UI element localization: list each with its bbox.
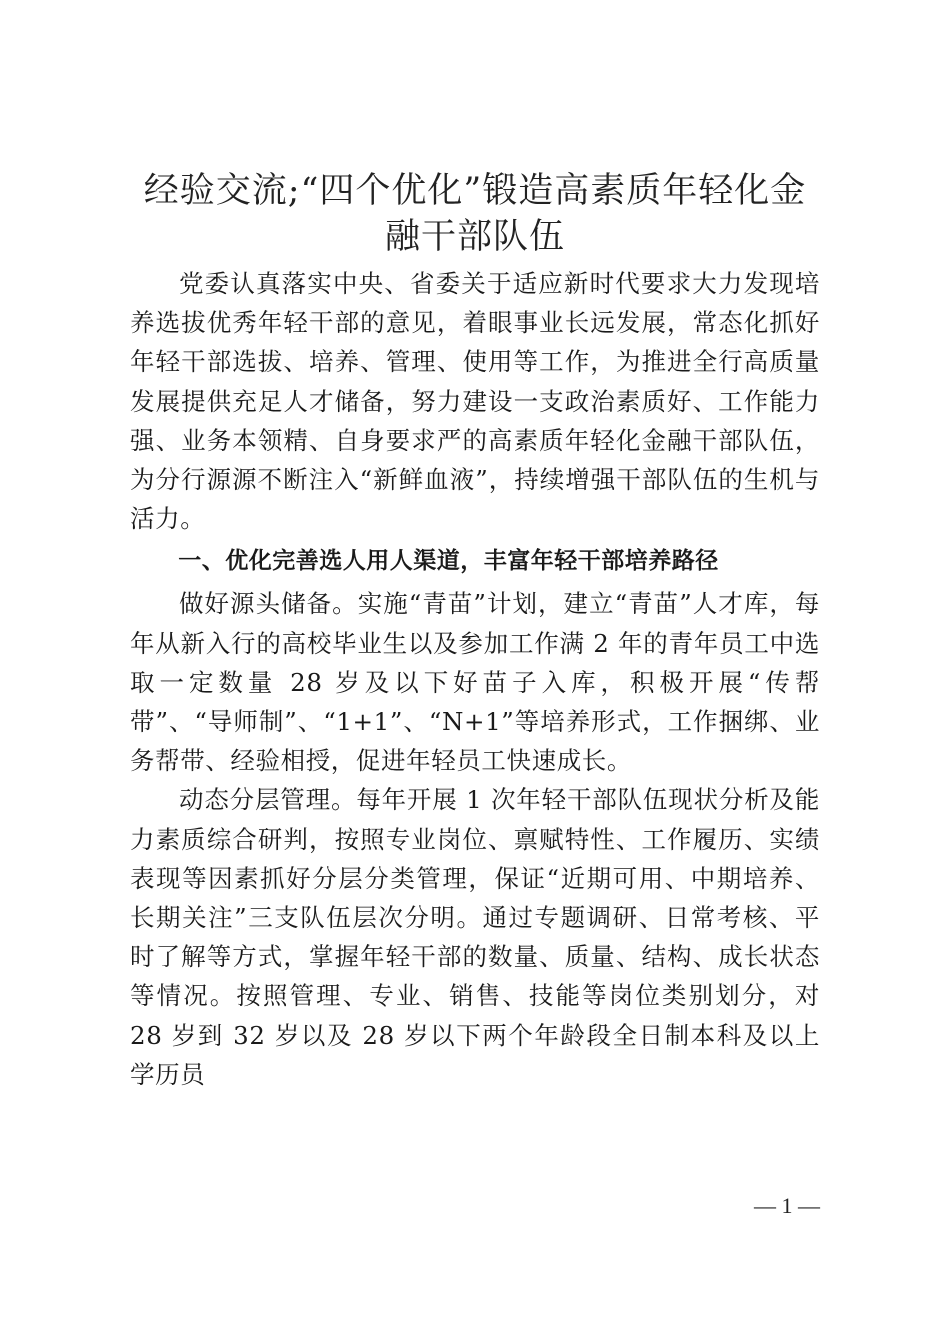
page-number: — 1 — — [754, 1193, 820, 1218]
intro-paragraph: 党委认真落实中央、省委关于适应新时代要求大力发现培养选拔优秀年轻干部的意见，着眼事业长远发展，常态化抓好年轻干部选拔、培养、管理、使用等工作，为推进全行高质量发展提供充足人才储备，努力建设一支政治素质好、工作能力强、业务本领精、自身要求严的高素质年轻化金融干部队伍，为分行源源不断注入“新鲜血液”，持续增强干部队伍的生机与活力。 — [130, 269, 820, 534]
document-title: 经验交流;“四个优化”锻造高素质年轻化金融干部队伍 — [143, 171, 807, 257]
layered-management-paragraph: 动态分层管理。每年开展 1 次年轻干部队伍现状分析及能力素质综合研判，按照专业岗位、禀赋特性、工作履历、实绩表现等因素抓好分层分类管理，保证“近期可用、中期培养、长期关注”三支队伍层次分明。通过专题调研、日常考核、平时了解等方式，掌握年轻干部的数量、质量、结构、成长状态等情况。按照管理、专业、销售、技能等岗位类别划分，对 28 岁到 32 岁以及 28 岁以下两个年龄段全日制本科及以上学历员 — [130, 785, 820, 1089]
section-heading: 一、优化完善选人用人渠道，丰富年轻干部培养路径 — [178, 548, 719, 575]
source-reserve-paragraph: 做好源头储备。实施“青苗”计划，建立“青苗”人才库，每年从新入行的高校毕业生以及参加工作满 2 年的青年员工中选取一定数量 28 岁及以下好苗子入库，积极开展“传帮带”、“导师制”、“1+1”、“N+1”等培养形式，工作捆绑、业务帮带、经验相授，促进年轻员工快速成长。 — [130, 589, 820, 776]
document-page — [130, 168, 820, 1094]
